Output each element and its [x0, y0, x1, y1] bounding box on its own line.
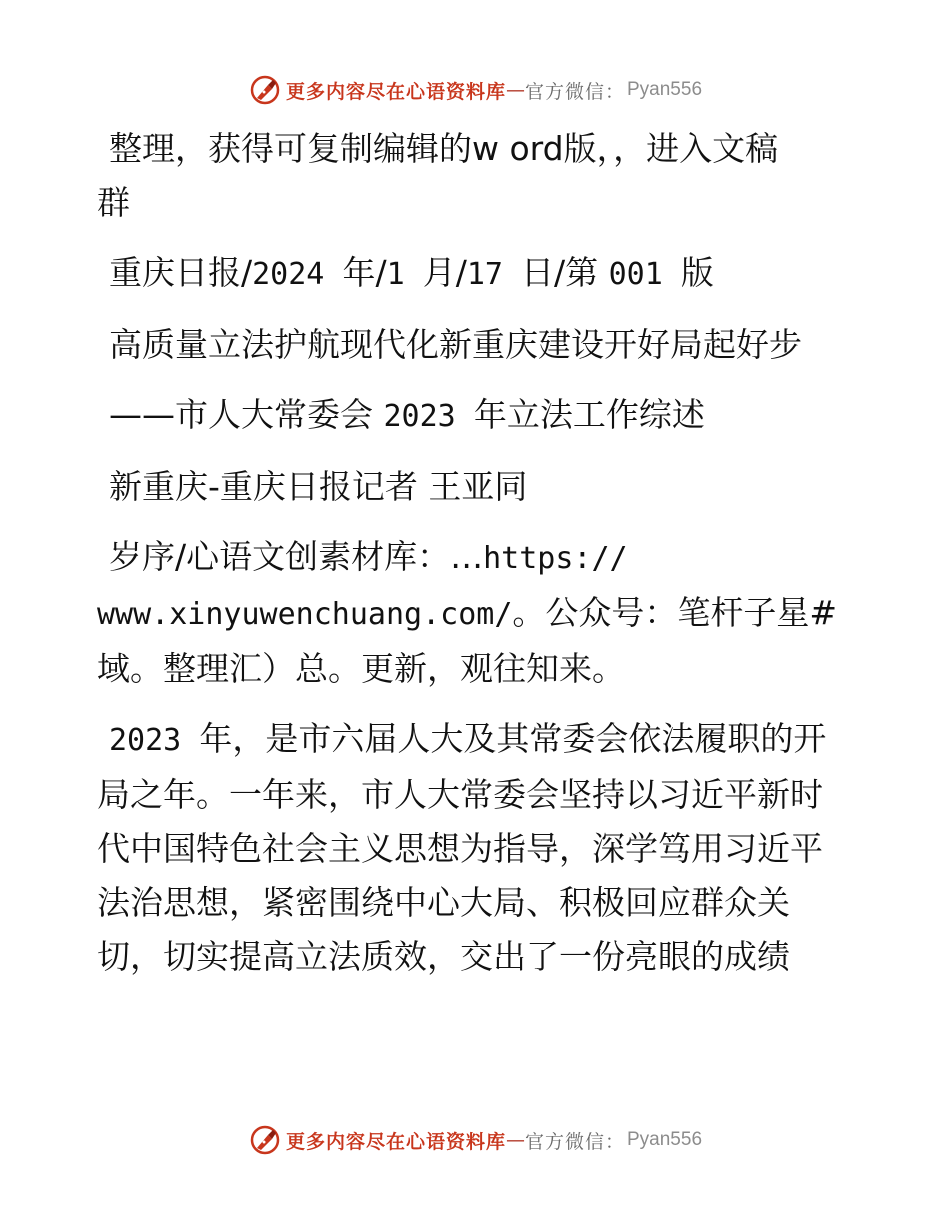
source-line — [97, 246, 867, 302]
source-text-1: 重庆日报/ — [109, 253, 253, 292]
source-page: 001 — [608, 257, 681, 292]
byline — [97, 460, 867, 514]
banner-wechat-id: Pyan556 — [627, 1129, 703, 1150]
header-watermark-banner — [0, 70, 950, 110]
intro-line-2: 群 — [97, 183, 130, 222]
document-body — [97, 122, 867, 984]
intro-line-1: 整理，获得可复制编辑的w ord版，，进入文稿 — [109, 129, 779, 168]
subheadline-text-2: 年立法工作综述 — [473, 395, 705, 434]
body-line-3: 代中国特色社会主义思想为指导，深学笃用习近平 — [97, 829, 823, 868]
byline-reporter: 王亚同 — [428, 467, 528, 506]
banner-slogan: 更多内容尽在心语资料库 — [285, 80, 506, 103]
source-text-5: 版 — [680, 253, 714, 292]
source-month: 1 — [386, 257, 423, 292]
source-day: 17 — [466, 257, 521, 292]
banner-wechat-label: 官方微信： — [524, 80, 625, 103]
promo-url-part-2: www.xinyuwenchuang.com/ — [97, 597, 513, 632]
body-line-5: 切，切实提高立法质效，交出了一份亮眼的成绩 — [97, 937, 790, 976]
article-subheadline — [97, 388, 867, 444]
promo-line-1 — [97, 530, 867, 586]
promo-text-1: 岁序/心语文创素材库：… — [109, 537, 484, 576]
body-line-4: 法治思想，紧密围绕中心大局、积极回应群众关 — [97, 883, 790, 922]
promo-line-3: 域。整理汇）总。更新，观往知来。 — [97, 649, 625, 688]
banner-wechat-label: 官方微信： — [524, 1130, 625, 1153]
promo-text-2: 。公众号：笔杆子星# — [512, 593, 838, 632]
pen-nib-circle-icon — [248, 1123, 282, 1157]
article-headline: 高质量立法护航现代化新重庆建设开好局起好步 — [109, 325, 802, 364]
source-text-4: 日/第 — [521, 253, 609, 292]
banner-wechat-id: Pyan556 — [627, 79, 703, 100]
source-year: 2024 — [252, 257, 343, 292]
body-text-1: 年，是市六届人大及其常委会依法履职的开 — [199, 719, 827, 758]
footer-watermark-banner — [0, 1120, 950, 1160]
body-year: 2023 — [109, 723, 200, 758]
subheadline-year: 2023 — [383, 399, 474, 434]
body-line-2: 局之年。一年来，市人大常委会坚持以习近平新时 — [97, 775, 823, 814]
banner-dash: — — [505, 1129, 525, 1151]
body-line-1 — [97, 712, 867, 768]
promo-line-2 — [97, 586, 867, 642]
subheadline-text-1: ——市人大常委会 — [109, 395, 384, 434]
banner-dash: — — [505, 79, 525, 101]
source-text-3: 月/ — [422, 253, 467, 292]
byline-outlet: 新重庆-重庆日报记者 — [109, 467, 429, 506]
banner-slogan: 更多内容尽在心语资料库 — [285, 1130, 506, 1153]
pen-nib-circle-icon — [248, 73, 282, 107]
source-text-2: 年/ — [342, 253, 387, 292]
promo-url-part-1: https:// — [483, 541, 628, 576]
